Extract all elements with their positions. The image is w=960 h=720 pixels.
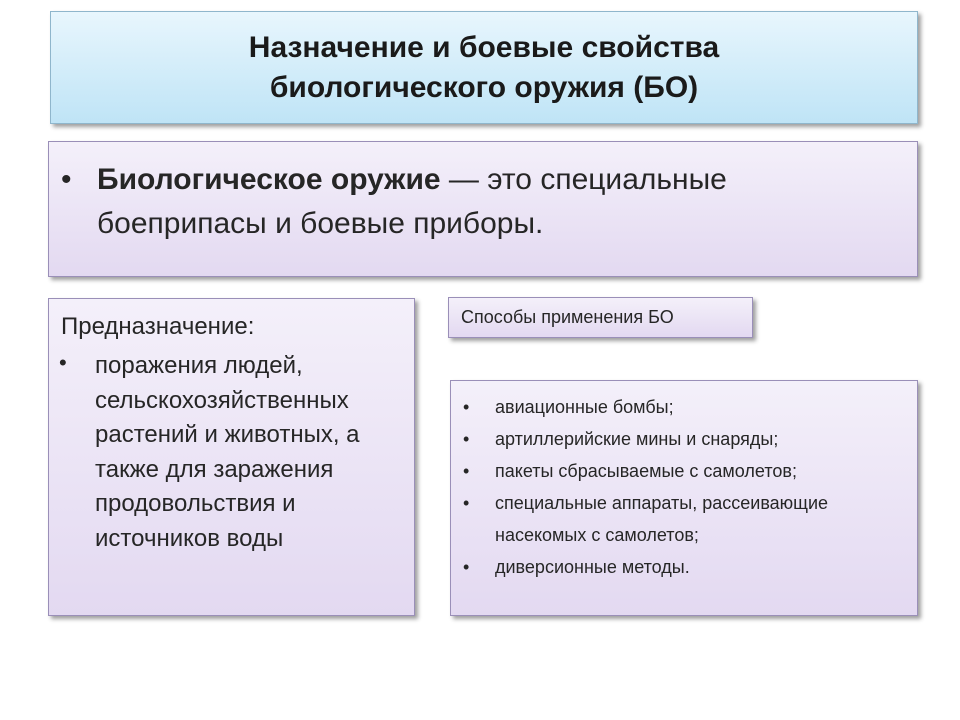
slide-title bbox=[51, 28, 917, 108]
title-line-1: Назначение и боевые свойства bbox=[248, 30, 720, 64]
methods-label: Способы применения БО bbox=[461, 307, 674, 327]
bullet-icon: • bbox=[463, 461, 470, 481]
list-item bbox=[451, 455, 909, 487]
title-box bbox=[50, 11, 918, 124]
list-item-text: специальные аппараты, рассеивающие насекомых с самолетов; bbox=[495, 493, 829, 545]
methods-box bbox=[450, 380, 918, 616]
bullet-icon: • bbox=[463, 557, 470, 577]
list-item-text: пакеты сбрасываемые с самолетов; bbox=[495, 461, 797, 481]
bullet-icon: • bbox=[61, 163, 72, 196]
methods-label-box bbox=[448, 297, 753, 338]
list-item-text: диверсионные методы. bbox=[495, 557, 690, 577]
list-item bbox=[451, 551, 909, 583]
methods-list bbox=[451, 391, 909, 583]
list-item bbox=[451, 391, 909, 423]
definition-rest: — это специальные боеприпасы и боевые приборы. bbox=[97, 163, 727, 240]
bullet-icon: • bbox=[59, 350, 67, 375]
list-item-text: авиационные бомбы; bbox=[495, 397, 674, 417]
purpose-heading: Предназначение: bbox=[61, 313, 255, 340]
purpose-text: поражения людей, сельскохозяйственных растений и животных, а также для заражения продовольствия и источников воды bbox=[95, 352, 360, 552]
list-item-text: артиллерийские мины и снаряды; bbox=[495, 429, 779, 449]
definition-box bbox=[48, 141, 918, 277]
list-item bbox=[451, 487, 909, 551]
definition-term: Биологическое оружие bbox=[97, 163, 441, 196]
bullet-icon: • bbox=[463, 397, 470, 417]
bullet-icon: • bbox=[463, 429, 470, 449]
purpose-box bbox=[48, 298, 415, 616]
bullet-icon: • bbox=[463, 493, 470, 513]
title-line-2: биологического оружия (БО) bbox=[269, 70, 699, 104]
definition-text bbox=[97, 158, 897, 246]
list-item bbox=[451, 423, 909, 455]
